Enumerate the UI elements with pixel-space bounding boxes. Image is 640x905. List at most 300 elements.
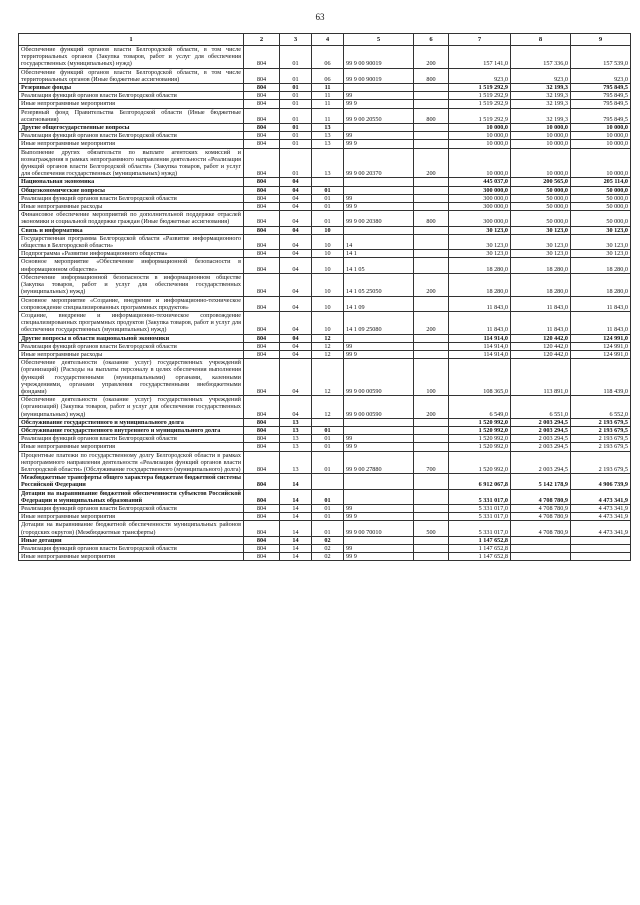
amount-year-3: 2 193 679,5	[571, 435, 631, 443]
expense-type-code: 200	[414, 148, 449, 178]
subsection-code: 12	[312, 334, 344, 342]
table-row	[19, 553, 631, 561]
target-item-code	[344, 418, 414, 426]
target-item-code: 99 9	[344, 350, 414, 358]
section-code: 14	[280, 489, 312, 504]
subsection-code: 01	[312, 513, 344, 521]
table-row	[19, 178, 631, 186]
table-row	[19, 132, 631, 140]
target-item-code	[344, 334, 414, 342]
amount-year-1: 1 520 992,0	[449, 435, 511, 443]
expense-type-code	[414, 545, 449, 553]
section-code: 14	[280, 474, 312, 489]
amount-year-3: 2 193 679,5	[571, 418, 631, 426]
ministry-code: 804	[244, 418, 280, 426]
table-row	[19, 296, 631, 311]
subsection-code: 06	[312, 68, 344, 83]
amount-year-2: 32 199,3	[511, 100, 571, 108]
amount-year-2: 18 280,0	[511, 258, 571, 273]
ministry-code: 804	[244, 148, 280, 178]
subsection-code: 01	[312, 521, 344, 536]
subsection-code: 10	[312, 258, 344, 273]
row-label: Государственная программа Белгородской области «Развитие информационного общества в Белгородской области»	[19, 234, 244, 249]
section-code: 04	[280, 350, 312, 358]
amount-year-1: 5 331 017,0	[449, 504, 511, 512]
expense-type-code	[414, 250, 449, 258]
row-label: Иные непрограммные мероприятия	[19, 513, 244, 521]
amount-year-2: 157 336,0	[511, 46, 571, 69]
subsection-code	[312, 178, 344, 186]
ministry-code: 804	[244, 68, 280, 83]
column-header: 7	[449, 34, 511, 46]
section-code: 04	[280, 296, 312, 311]
expense-type-code	[414, 504, 449, 512]
table-row	[19, 435, 631, 443]
subsection-code	[312, 418, 344, 426]
ministry-code: 804	[244, 504, 280, 512]
expense-type-code	[414, 342, 449, 350]
subsection-code: 06	[312, 46, 344, 69]
ministry-code: 804	[244, 186, 280, 194]
row-label: Создание, внедрение и информационно-техническое сопровождение специализированных программных продуктов (Закупка товаров, работ и услуг для обеспечения государственных (муниципальных) нужд)	[19, 311, 244, 334]
ministry-code: 804	[244, 250, 280, 258]
subsection-code: 01	[312, 443, 344, 451]
amount-year-3	[571, 545, 631, 553]
table-row	[19, 84, 631, 92]
expense-type-code	[414, 140, 449, 148]
amount-year-3: 795 849,5	[571, 100, 631, 108]
row-label: Обеспечение информационной безопасности в информационном обществе (Закупка товаров, работ и услуг для обеспечения государственных (муниципальных) нужд)	[19, 273, 244, 296]
section-code: 01	[280, 100, 312, 108]
ministry-code: 804	[244, 273, 280, 296]
table-body	[19, 46, 631, 561]
expense-type-code	[414, 194, 449, 202]
target-item-code	[344, 426, 414, 434]
ministry-code: 804	[244, 350, 280, 358]
amount-year-3: 4 473 341,9	[571, 489, 631, 504]
amount-year-1: 300 000,0	[449, 203, 511, 211]
amount-year-3: 157 539,0	[571, 46, 631, 69]
ministry-code: 804	[244, 489, 280, 504]
expense-type-code: 700	[414, 451, 449, 474]
amount-year-2: 50 000,0	[511, 203, 571, 211]
section-code: 01	[280, 132, 312, 140]
column-header: 2	[244, 34, 280, 46]
table-row	[19, 273, 631, 296]
amount-year-3: 50 000,0	[571, 194, 631, 202]
amount-year-2: 2 003 294,5	[511, 426, 571, 434]
section-code: 04	[280, 342, 312, 350]
row-label: Реализация функций органов власти Белгородской области	[19, 435, 244, 443]
ministry-code: 804	[244, 443, 280, 451]
section-code: 01	[280, 84, 312, 92]
subsection-code: 12	[312, 359, 344, 396]
row-label: Реализация функций органов власти Белгородской области	[19, 194, 244, 202]
amount-year-3: 50 000,0	[571, 211, 631, 226]
expense-type-code: 200	[414, 311, 449, 334]
column-header: 6	[414, 34, 449, 46]
ministry-code: 804	[244, 108, 280, 123]
amount-year-3: 205 114,0	[571, 178, 631, 186]
ministry-code: 804	[244, 226, 280, 234]
amount-year-2: 11 843,0	[511, 311, 571, 334]
section-code: 13	[280, 451, 312, 474]
ministry-code: 804	[244, 435, 280, 443]
amount-year-2: 32 199,3	[511, 108, 571, 123]
target-item-code: 99	[344, 194, 414, 202]
expense-type-code	[414, 513, 449, 521]
row-label: Основное мероприятие «Обеспечение информационной безопасности в информационном обществе»	[19, 258, 244, 273]
expense-type-code	[414, 178, 449, 186]
row-label: Обеспечение функций органов власти Белгородской области, в том числе территориальных органов (Иные бюджетные ассигнования)	[19, 68, 244, 83]
amount-year-1: 11 843,0	[449, 311, 511, 334]
subsection-code: 11	[312, 92, 344, 100]
target-item-code	[344, 536, 414, 544]
table-row	[19, 140, 631, 148]
amount-year-2: 11 843,0	[511, 296, 571, 311]
amount-year-1: 5 331 017,0	[449, 513, 511, 521]
amount-year-2: 120 442,0	[511, 342, 571, 350]
amount-year-3: 6 552,0	[571, 396, 631, 419]
table-row	[19, 108, 631, 123]
row-label: Иные непрограммные мероприятия	[19, 553, 244, 561]
ministry-code: 804	[244, 140, 280, 148]
amount-year-2: 30 123,0	[511, 226, 571, 234]
ministry-code: 804	[244, 451, 280, 474]
amount-year-1: 1 520 992,0	[449, 418, 511, 426]
amount-year-3: 50 000,0	[571, 186, 631, 194]
subsection-code: 01	[312, 186, 344, 194]
target-item-code: 14 1 05 25050	[344, 273, 414, 296]
amount-year-1: 1 519 292,9	[449, 100, 511, 108]
amount-year-2: 2 003 294,5	[511, 435, 571, 443]
amount-year-3: 923,0	[571, 68, 631, 83]
table-row	[19, 474, 631, 489]
section-code: 04	[280, 234, 312, 249]
amount-year-3: 118 439,0	[571, 359, 631, 396]
amount-year-3: 4 473 341,9	[571, 504, 631, 512]
section-code: 13	[280, 418, 312, 426]
table-row	[19, 350, 631, 358]
table-row	[19, 451, 631, 474]
target-item-code: 99 9	[344, 513, 414, 521]
target-item-code: 99 9 00 20380	[344, 211, 414, 226]
amount-year-2: 4 708 780,9	[511, 521, 571, 536]
section-code: 04	[280, 194, 312, 202]
subsection-code: 10	[312, 296, 344, 311]
expense-type-code	[414, 234, 449, 249]
amount-year-2: 50 000,0	[511, 186, 571, 194]
amount-year-2: 30 123,0	[511, 234, 571, 249]
expense-type-code	[414, 426, 449, 434]
column-header: 5	[344, 34, 414, 46]
amount-year-1: 108 365,0	[449, 359, 511, 396]
table-row	[19, 46, 631, 69]
amount-year-2: 32 199,3	[511, 92, 571, 100]
row-label: Финансовое обеспечение мероприятий по дополнительной поддержке отраслей экономики и социальной поддержке граждан (Иные бюджетные ассигнования)	[19, 211, 244, 226]
row-label: Резервные фонды	[19, 84, 244, 92]
row-label: Другие вопросы в области национальной экономики	[19, 334, 244, 342]
row-label: Обслуживание государственного и муниципального долга	[19, 418, 244, 426]
target-item-code: 99	[344, 545, 414, 553]
section-code: 04	[280, 186, 312, 194]
section-code: 01	[280, 46, 312, 69]
target-item-code: 99	[344, 132, 414, 140]
amount-year-1: 300 000,0	[449, 211, 511, 226]
row-label: Национальная экономика	[19, 178, 244, 186]
amount-year-2: 10 000,0	[511, 132, 571, 140]
target-item-code: 99 9 00 90019	[344, 68, 414, 83]
target-item-code: 99 9 00 00590	[344, 396, 414, 419]
ministry-code: 804	[244, 194, 280, 202]
ministry-code: 804	[244, 334, 280, 342]
table-row	[19, 359, 631, 396]
amount-year-1: 1 147 652,8	[449, 545, 511, 553]
expense-type-code: 100	[414, 359, 449, 396]
target-item-code: 99 9 00 20550	[344, 108, 414, 123]
amount-year-3: 11 843,0	[571, 311, 631, 334]
expense-type-code: 800	[414, 68, 449, 83]
ministry-code: 804	[244, 258, 280, 273]
expense-type-code	[414, 258, 449, 273]
expense-type-code: 200	[414, 273, 449, 296]
table-row	[19, 536, 631, 544]
row-label: Основное мероприятие «Создание, внедрение и информационно-техническое сопровождение специализированных программных продуктов»	[19, 296, 244, 311]
ministry-code: 804	[244, 342, 280, 350]
amount-year-3: 795 849,5	[571, 84, 631, 92]
table-row	[19, 426, 631, 434]
table-row	[19, 513, 631, 521]
row-label: Выполнение других обязательств по выплате агентских комиссий и вознаграждения в рамках непрограммного направления деятельности «Реализация функций органов власти Белгородской области» (Закупка товаров, работ и услуг для обеспечения государственных (муниципальных) нужд)	[19, 148, 244, 178]
target-item-code	[344, 124, 414, 132]
amount-year-1: 6 549,0	[449, 396, 511, 419]
amount-year-2	[511, 545, 571, 553]
amount-year-1: 1 519 292,9	[449, 108, 511, 123]
amount-year-3	[571, 536, 631, 544]
table-row	[19, 521, 631, 536]
amount-year-1: 10 000,0	[449, 124, 511, 132]
subsection-code: 11	[312, 108, 344, 123]
amount-year-3: 124 991,0	[571, 334, 631, 342]
target-item-code: 99 9 00 70010	[344, 521, 414, 536]
amount-year-1: 157 141,0	[449, 46, 511, 69]
subsection-code: 01	[312, 426, 344, 434]
ministry-code: 804	[244, 92, 280, 100]
section-code: 04	[280, 250, 312, 258]
ministry-code: 804	[244, 545, 280, 553]
table-row	[19, 258, 631, 273]
amount-year-2: 4 708 780,9	[511, 504, 571, 512]
subsection-code: 11	[312, 84, 344, 92]
target-item-code	[344, 178, 414, 186]
row-label: Иные непрограммные мероприятия	[19, 443, 244, 451]
target-item-code: 99 9 00 20370	[344, 148, 414, 178]
subsection-code: 13	[312, 140, 344, 148]
expense-type-code	[414, 435, 449, 443]
ministry-code: 804	[244, 513, 280, 521]
subsection-code	[312, 474, 344, 489]
ministry-code: 804	[244, 234, 280, 249]
table-row	[19, 334, 631, 342]
target-item-code: 99 9 00 27880	[344, 451, 414, 474]
target-item-code: 99 9	[344, 553, 414, 561]
amount-year-3: 10 000,0	[571, 132, 631, 140]
section-code: 04	[280, 203, 312, 211]
target-item-code: 99	[344, 435, 414, 443]
ministry-code: 804	[244, 396, 280, 419]
amount-year-2: 120 442,0	[511, 350, 571, 358]
table-row	[19, 504, 631, 512]
table-row	[19, 489, 631, 504]
section-code: 04	[280, 359, 312, 396]
amount-year-3: 2 193 679,5	[571, 451, 631, 474]
section-code: 04	[280, 396, 312, 419]
amount-year-1: 30 123,0	[449, 226, 511, 234]
expense-type-code	[414, 443, 449, 451]
amount-year-1: 10 000,0	[449, 140, 511, 148]
row-label: Обеспечение деятельности (оказание услуг) государственных учреждений (организаций) (Закупка товаров, работ и услуг для обеспечения государственных (муниципальных) нужд)	[19, 396, 244, 419]
column-header: 9	[571, 34, 631, 46]
amount-year-1: 1 520 992,0	[449, 443, 511, 451]
table-row	[19, 203, 631, 211]
amount-year-3: 124 991,0	[571, 350, 631, 358]
ministry-code: 804	[244, 124, 280, 132]
column-header: 8	[511, 34, 571, 46]
expense-type-code	[414, 92, 449, 100]
section-code: 04	[280, 273, 312, 296]
subsection-code: 11	[312, 100, 344, 108]
amount-year-2: 5 142 178,9	[511, 474, 571, 489]
row-label: Реализация функций органов власти Белгородской области	[19, 342, 244, 350]
row-label: Реализация функций органов власти Белгородской области	[19, 504, 244, 512]
row-label: Реализация функций органов власти Белгородской области	[19, 92, 244, 100]
amount-year-3: 11 843,0	[571, 296, 631, 311]
amount-year-2: 4 708 780,9	[511, 513, 571, 521]
ministry-code: 804	[244, 553, 280, 561]
row-label: Дотации на выравнивание бюджетной обеспеченности субъектов Российской Федерации и муниципальных образований	[19, 489, 244, 504]
target-item-code	[344, 226, 414, 234]
ministry-code: 804	[244, 178, 280, 186]
subsection-code: 01	[312, 489, 344, 504]
table-row	[19, 226, 631, 234]
row-label: Дотации на выравнивание бюджетной обеспеченности муниципальных районов (городских округов) (Межбюджетные трансферты)	[19, 521, 244, 536]
amount-year-2: 2 003 294,5	[511, 418, 571, 426]
expense-type-code: 800	[414, 108, 449, 123]
subsection-code: 01	[312, 435, 344, 443]
expense-type-code: 800	[414, 211, 449, 226]
section-code: 01	[280, 108, 312, 123]
ministry-code: 804	[244, 359, 280, 396]
section-code: 01	[280, 124, 312, 132]
ministry-code: 804	[244, 46, 280, 69]
ministry-code: 804	[244, 536, 280, 544]
target-item-code: 99 9	[344, 140, 414, 148]
section-code: 13	[280, 426, 312, 434]
amount-year-1: 114 914,0	[449, 350, 511, 358]
subsection-code: 12	[312, 342, 344, 350]
subsection-code: 02	[312, 553, 344, 561]
amount-year-3: 50 000,0	[571, 203, 631, 211]
section-code: 04	[280, 211, 312, 226]
subsection-code: 01	[312, 194, 344, 202]
amount-year-3: 795 849,5	[571, 92, 631, 100]
amount-year-1: 10 000,0	[449, 132, 511, 140]
target-item-code	[344, 84, 414, 92]
amount-year-1: 1 519 292,9	[449, 92, 511, 100]
row-label: Иные непрограммные мероприятия	[19, 100, 244, 108]
budget-table	[18, 33, 631, 561]
expense-type-code	[414, 553, 449, 561]
page-number: 63	[315, 12, 325, 22]
section-code: 01	[280, 68, 312, 83]
amount-year-3: 124 991,0	[571, 342, 631, 350]
target-item-code: 99	[344, 342, 414, 350]
amount-year-3: 30 123,0	[571, 226, 631, 234]
target-item-code: 99	[344, 92, 414, 100]
section-code: 04	[280, 311, 312, 334]
amount-year-2: 10 000,0	[511, 140, 571, 148]
row-label: Резервный фонд Правительства Белгородской области (Иные бюджетные ассигнования)	[19, 108, 244, 123]
section-code: 14	[280, 513, 312, 521]
ministry-code: 804	[244, 100, 280, 108]
expense-type-code	[414, 296, 449, 311]
amount-year-1: 30 123,0	[449, 250, 511, 258]
target-item-code: 99 9 00 90019	[344, 46, 414, 69]
table-row	[19, 418, 631, 426]
ministry-code: 804	[244, 211, 280, 226]
amount-year-2: 4 708 780,9	[511, 489, 571, 504]
column-header: 3	[280, 34, 312, 46]
table-row	[19, 211, 631, 226]
expense-type-code	[414, 124, 449, 132]
row-label: Иные непрограммные мероприятия	[19, 140, 244, 148]
ministry-code: 804	[244, 474, 280, 489]
subsection-code: 02	[312, 545, 344, 553]
amount-year-1: 1 519 292,9	[449, 84, 511, 92]
row-label: Обслуживание государственного внутреннего и муниципального долга	[19, 426, 244, 434]
expense-type-code: 200	[414, 46, 449, 69]
amount-year-1: 10 000,0	[449, 148, 511, 178]
expense-type-code	[414, 186, 449, 194]
amount-year-3: 30 123,0	[571, 234, 631, 249]
expense-type-code	[414, 132, 449, 140]
section-code: 04	[280, 334, 312, 342]
section-code: 01	[280, 140, 312, 148]
section-code: 01	[280, 92, 312, 100]
section-code: 13	[280, 435, 312, 443]
amount-year-1: 1 147 652,8	[449, 536, 511, 544]
section-code: 04	[280, 226, 312, 234]
amount-year-2: 30 123,0	[511, 250, 571, 258]
expense-type-code	[414, 536, 449, 544]
expense-type-code	[414, 203, 449, 211]
table-row	[19, 545, 631, 553]
amount-year-1: 5 331 017,0	[449, 489, 511, 504]
target-item-code: 14 1 09	[344, 296, 414, 311]
section-code: 14	[280, 545, 312, 553]
amount-year-3: 18 280,0	[571, 273, 631, 296]
ministry-code: 804	[244, 84, 280, 92]
amount-year-3: 2 193 679,5	[571, 443, 631, 451]
amount-year-2	[511, 553, 571, 561]
row-label: Процентные платежи по государственному долгу Белгородской области в рамках непрограммного направления деятельности «Реализация функций органов власти Белгородской области» (Обслуживание государственного (муниципального) долга)	[19, 451, 244, 474]
amount-year-1: 114 914,0	[449, 342, 511, 350]
amount-year-3: 18 280,0	[571, 258, 631, 273]
expense-type-code	[414, 474, 449, 489]
expense-type-code	[414, 418, 449, 426]
row-label: Обеспечение деятельности (оказание услуг) государственных учреждений (организаций) (Расходы на выплаты персоналу в целях обеспечения выполнения функций государственными (муниципальными) органами, казенными учреждениями, органами управления государственными внебюджетными фондами)	[19, 359, 244, 396]
section-code: 14	[280, 504, 312, 512]
